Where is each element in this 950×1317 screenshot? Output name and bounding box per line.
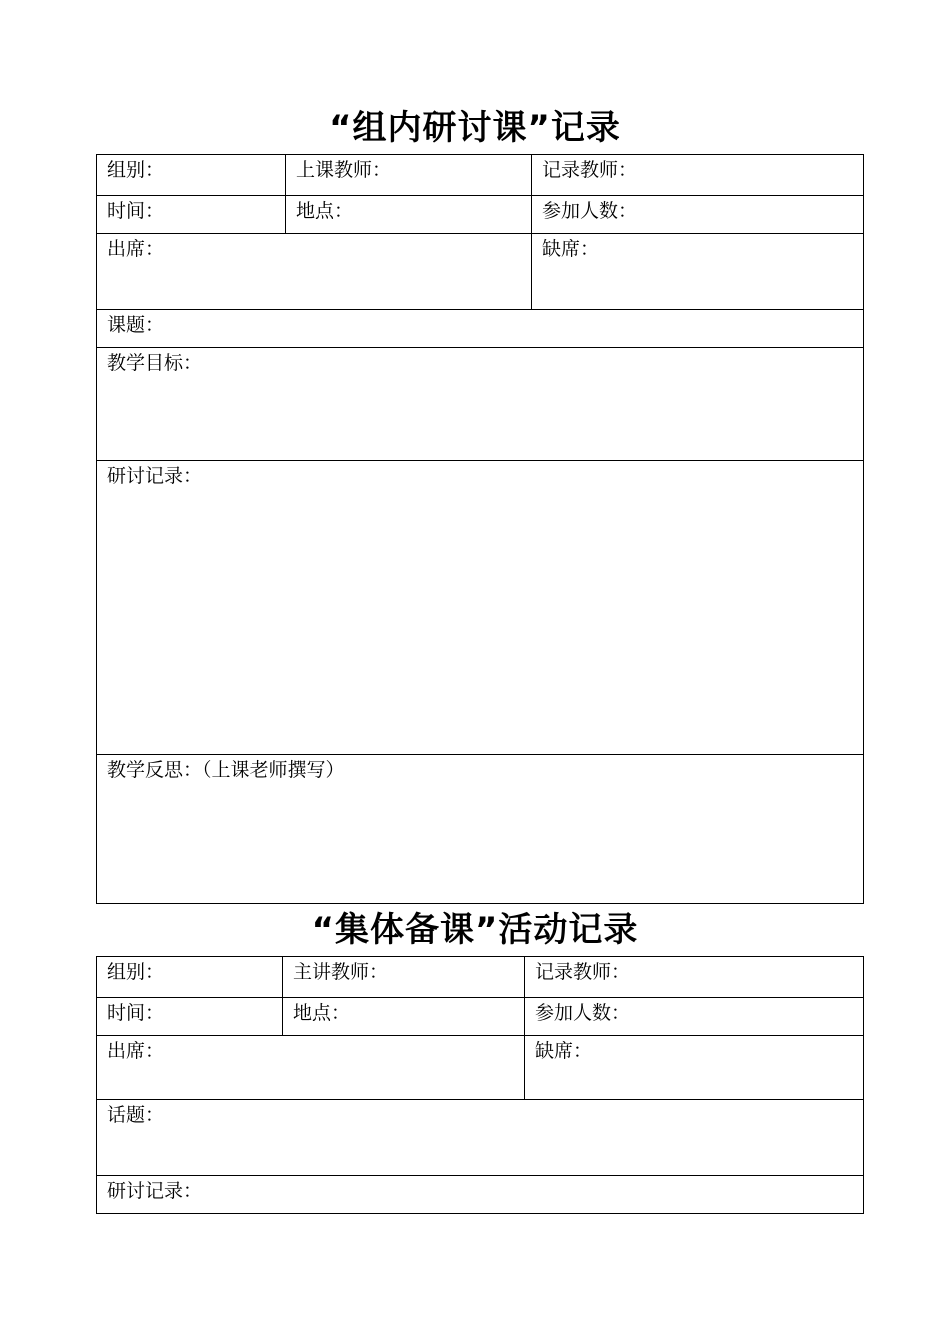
absent-field[interactable]: 缺席：: [532, 234, 864, 310]
recorder-field[interactable]: 记录教师：: [525, 957, 864, 998]
section2-title: “集体备课”活动记录: [311, 910, 639, 950]
present-field[interactable]: 出席：: [97, 234, 532, 310]
location-field[interactable]: 地点：: [286, 196, 532, 234]
group-field[interactable]: 组别：: [97, 957, 283, 998]
location-field[interactable]: 地点：: [283, 998, 525, 1036]
collective-prep-table: [96, 956, 864, 1214]
topic-field[interactable]: 话题：: [97, 1100, 864, 1176]
section1-title: “组内研讨课”记录: [329, 108, 621, 148]
recorder-field[interactable]: 记录教师：: [532, 155, 864, 196]
participants-field[interactable]: 参加人数：: [525, 998, 864, 1036]
teacher-field[interactable]: 上课教师：: [286, 155, 532, 196]
group-field[interactable]: 组别：: [97, 155, 286, 196]
participants-field[interactable]: 参加人数：: [532, 196, 864, 234]
discussion-field[interactable]: 研讨记录：: [97, 1176, 864, 1214]
absent-field[interactable]: 缺席：: [525, 1036, 864, 1100]
time-field[interactable]: 时间：: [97, 196, 286, 234]
topic-field[interactable]: 课题：: [97, 310, 864, 348]
present-field[interactable]: 出席：: [97, 1036, 525, 1100]
lesson-record-table: [96, 154, 864, 904]
discussion-field[interactable]: 研讨记录：: [97, 461, 864, 755]
speaker-field[interactable]: 主讲教师：: [283, 957, 525, 998]
objectives-field[interactable]: 教学目标：: [97, 348, 864, 461]
reflection-field[interactable]: 教学反思：（上课老师撰写）: [97, 755, 864, 904]
time-field[interactable]: 时间：: [97, 998, 283, 1036]
